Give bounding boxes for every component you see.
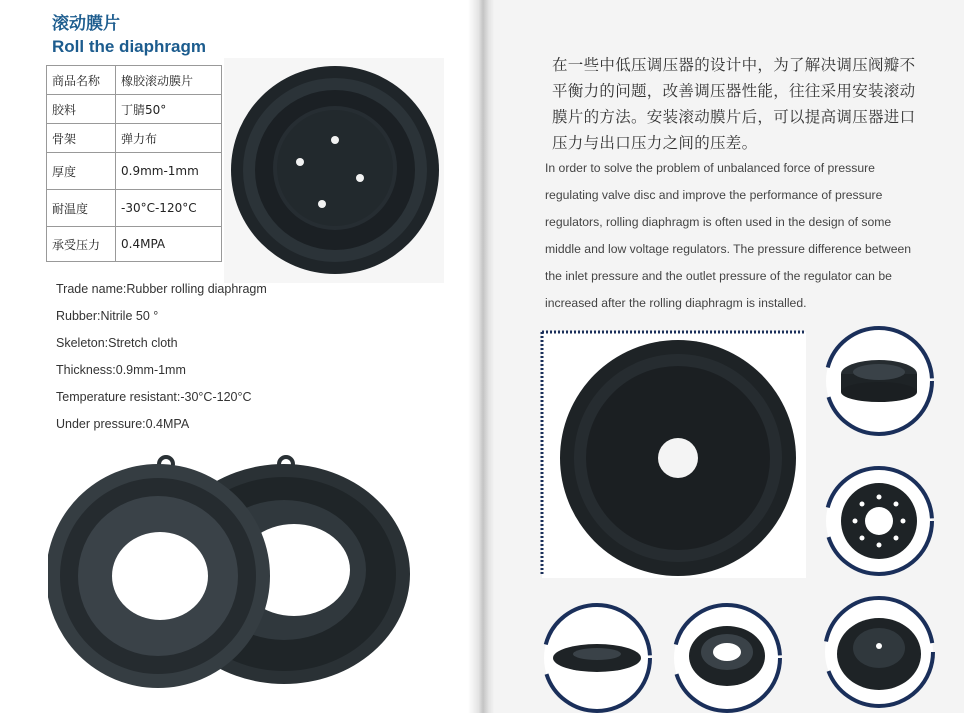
thumbnail-deep-cup — [670, 596, 785, 713]
spec-row — [47, 66, 222, 95]
spec-line: Trade name:Rubber rolling diaphragm — [56, 282, 267, 296]
two-diaphragms-image — [48, 452, 418, 697]
paragraph-chinese: 在一些中低压调压器的设计中，为了解决调压阀瓣不平衡力的问题，改善调压器性能，往往采用安装滚动膜片的方法。安装滚动膜片后，可以提高调压器进口压力与出口压力之间的压差。 — [552, 56, 916, 152]
spec-row — [47, 95, 222, 124]
diaphragm-four-hole-image — [224, 58, 444, 283]
spec-value: 丁腈50° — [116, 95, 222, 124]
spec-line: Thickness:0.9mm-1mm — [56, 363, 186, 377]
spec-key: 耐温度 — [47, 190, 116, 227]
page-title-zh: 滚动膜片 — [52, 14, 120, 34]
thumbnail-dome — [820, 590, 938, 710]
paragraph-english: In order to solve the problem of unbalanced force of pressure regulating valve disc and improve the performance of pressure regulators, rolling diaphragm is often used in the design of some middle and low voltage regulators. The pressure difference between the inlet pressure and the outlet pressure of the regulator can be increased after the rolling diaphragm is installed. — [545, 161, 912, 310]
spec-table — [46, 65, 222, 262]
large-diaphragm-image — [540, 330, 808, 580]
english-spec-list — [56, 282, 267, 444]
spec-row — [47, 124, 222, 153]
thumbnail-flat-ring — [540, 596, 655, 713]
spec-row — [47, 153, 222, 190]
page-title-en: Roll the diaphragm — [52, 37, 206, 56]
spec-value: 0.9mm-1mm — [116, 153, 222, 190]
spec-key: 胶料 — [47, 95, 116, 124]
spec-key: 商品名称 — [47, 66, 116, 95]
spec-line: Temperature resistant:-30°C-120°C — [56, 390, 252, 404]
thumbnail-bolt-holes — [822, 464, 937, 579]
spec-value: 弹力布 — [116, 124, 222, 153]
spec-key: 骨架 — [47, 124, 116, 153]
spec-line: Under pressure:0.4MPA — [56, 417, 190, 431]
thumbnail-cup-side — [822, 324, 937, 439]
spec-row — [47, 190, 222, 227]
left-page — [0, 0, 480, 713]
spec-value: -30°C-120°C — [116, 190, 222, 227]
spec-key: 承受压力 — [47, 227, 116, 262]
spec-key: 厚度 — [47, 153, 116, 190]
spec-value: 橡胶滚动膜片 — [116, 66, 222, 95]
spec-value: 0.4MPA — [116, 227, 222, 262]
spec-line: Skeleton:Stretch cloth — [56, 336, 178, 350]
spec-line: Rubber:Nitrile 50 ° — [56, 309, 159, 323]
spec-row — [47, 227, 222, 262]
